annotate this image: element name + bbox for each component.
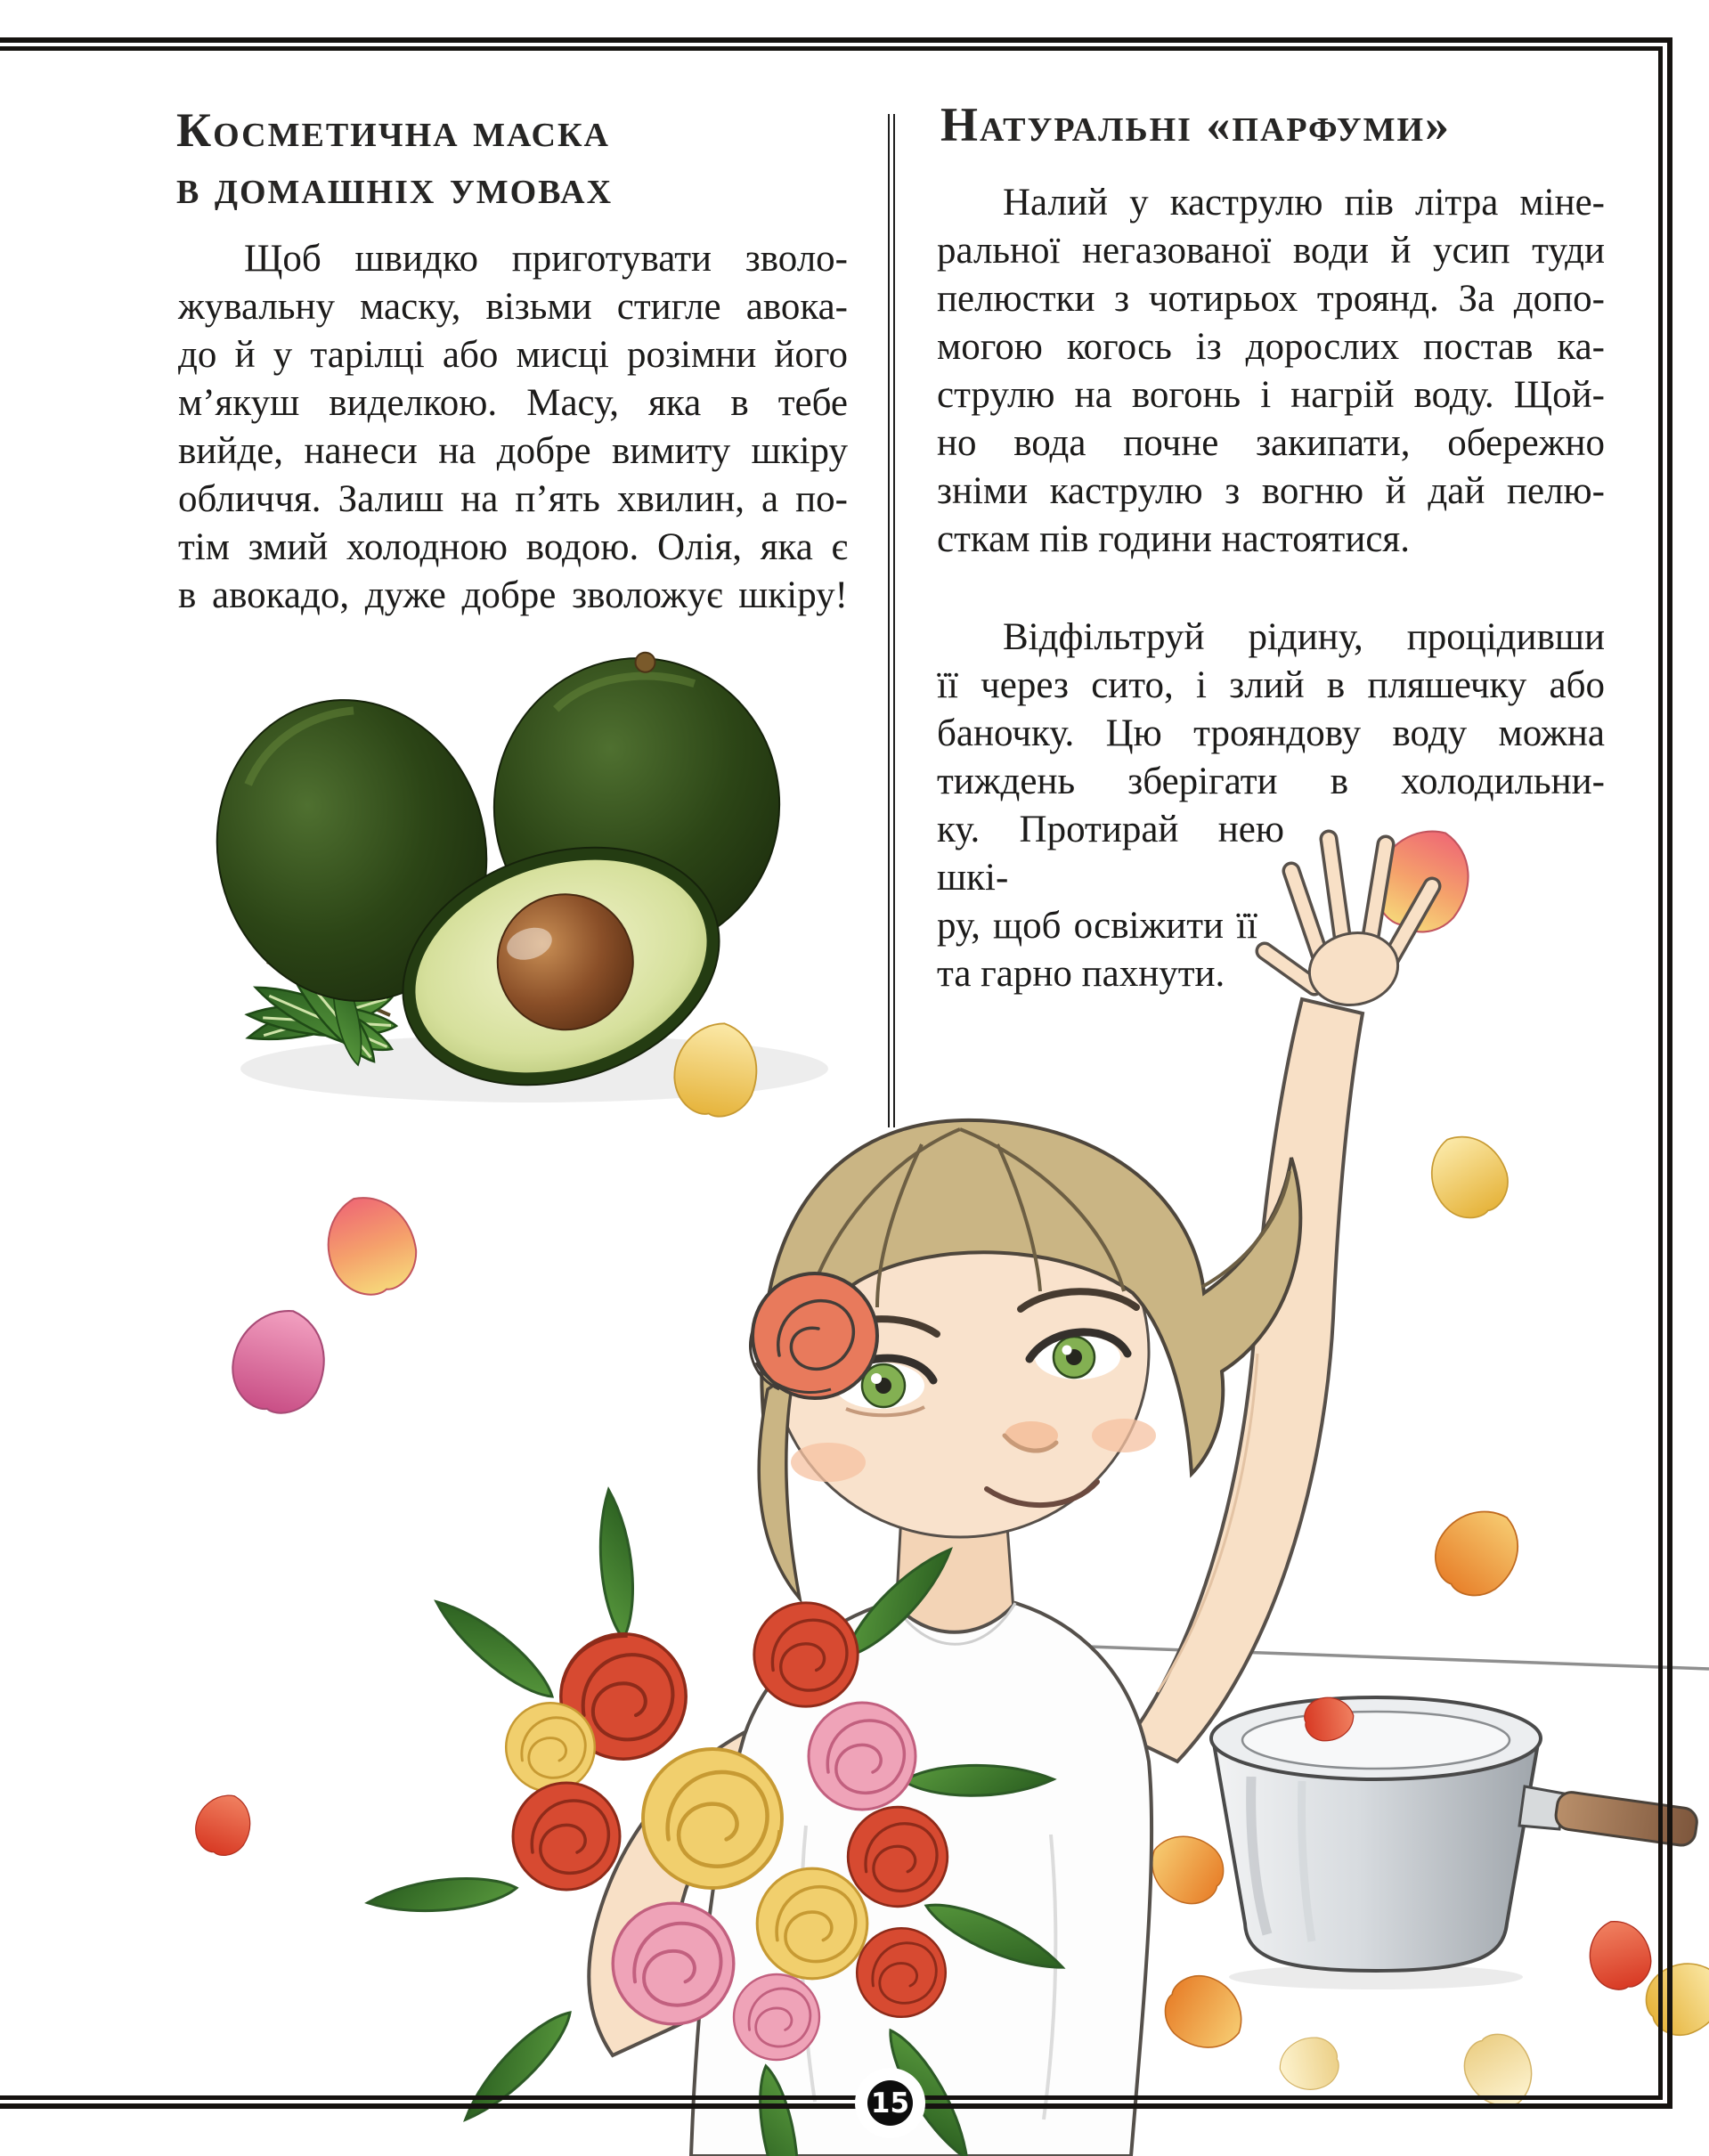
text-line: могою когось із дорослих постав ка- bbox=[937, 326, 1605, 368]
text-line: Відфільтруй рідину, процідивши bbox=[1003, 616, 1605, 658]
text-line: жувальну маску, візьми стигле авока- bbox=[178, 286, 848, 328]
left-column-heading bbox=[176, 102, 871, 216]
page-number: 15 bbox=[870, 2087, 910, 2119]
text-line: Щоб швидко приготувати зволо- bbox=[244, 238, 848, 280]
page-number-badge bbox=[867, 2080, 913, 2126]
text-line: струлю на вогонь і нагрій воду. Щой- bbox=[937, 374, 1605, 416]
right-column-paragraph-1 bbox=[937, 179, 1605, 564]
text-line: зніми каструлю з вогню й дай пелю- bbox=[937, 470, 1605, 512]
text-line: та гарно пахнути. bbox=[937, 953, 1225, 995]
rose-petal bbox=[189, 1786, 259, 1861]
text-line: тім змий холодною водою. Олія, яка є bbox=[178, 526, 848, 568]
text-line: ку. Протирай нею шкі- bbox=[937, 809, 1284, 899]
left-column-paragraph bbox=[178, 235, 848, 620]
frame-right-inner bbox=[1658, 46, 1663, 2100]
text-line: сткам пів години настоятися. bbox=[937, 518, 1410, 560]
column-divider bbox=[888, 114, 895, 1127]
left-heading-line1: Косметична маска bbox=[176, 103, 610, 157]
right-column-paragraph-2 bbox=[937, 614, 1605, 998]
text-line: тиждень зберігати в холодильни- bbox=[937, 761, 1605, 802]
rose-petal bbox=[1415, 1121, 1519, 1230]
rose-petal bbox=[668, 1016, 764, 1121]
text-line: пелюстки з чотирьох троянд. За допо- bbox=[937, 278, 1605, 320]
text-line: но вода почне закипати, обережно bbox=[937, 422, 1605, 464]
text-line: обличчя. Залиш на п’ять хвилин, а по- bbox=[178, 478, 848, 520]
rose-petal bbox=[1275, 2034, 1342, 2095]
text-line: її через сито, і злий в пляшечку або bbox=[937, 664, 1605, 706]
text-line: баночку. Цю трояндову воду можна bbox=[937, 712, 1605, 754]
rose-petal bbox=[1582, 1914, 1657, 1996]
text-line: ру, щоб освіжити її bbox=[937, 905, 1257, 947]
rose-in-hair bbox=[751, 1273, 877, 1398]
left-heading-line2: в домашніх умовах bbox=[176, 160, 614, 214]
rose-petal bbox=[1420, 1493, 1536, 1609]
text-line: до й у тарілці або мисці розімни його bbox=[178, 334, 848, 376]
text-line: м’якуш виделкою. Масу, яка в тебе bbox=[178, 382, 848, 424]
text-line: Налий у каструлю пів літра міне- bbox=[1003, 182, 1605, 224]
frame-top-inner bbox=[0, 46, 1663, 51]
frame-top-outer bbox=[0, 37, 1672, 43]
frame-bottom-outer bbox=[0, 2103, 1672, 2109]
text-line: ральної негазованої води й усип туди bbox=[937, 230, 1605, 272]
rose-petal bbox=[223, 1299, 336, 1421]
frame-right-outer bbox=[1667, 37, 1672, 2109]
frame-bottom-inner bbox=[0, 2095, 1663, 2100]
right-column-heading: Натуральні «парфуми» bbox=[940, 98, 1452, 151]
rose-petal bbox=[313, 1184, 427, 1306]
text-line: вийде, нанеси на добре вимиту шкіру bbox=[178, 430, 848, 472]
text-line: в авокадо, дуже добре зволожує шкіру! bbox=[178, 574, 848, 616]
